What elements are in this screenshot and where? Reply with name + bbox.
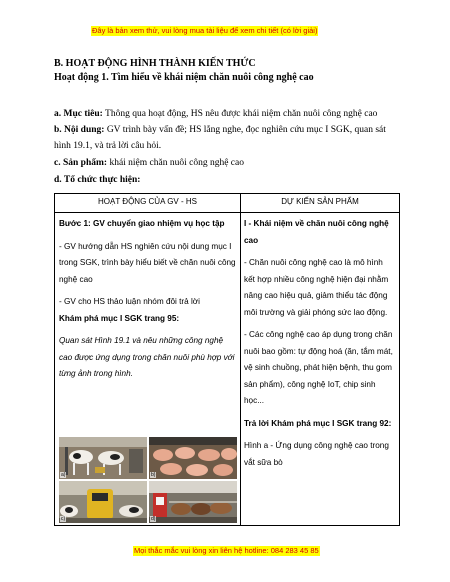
hotline-banner: Mọi thắc mắc vui lòng xin liên hệ hotline: 084 283 45 85 [134, 546, 319, 555]
answer-title: Trả lời Khám phá mục I SGK trang 92: [244, 418, 392, 428]
table-header-expected-product: DỰ KIẾN SẢN PHẨM [281, 197, 359, 206]
automated-feeder-photo [59, 481, 147, 523]
content-paragraph [54, 122, 404, 154]
teacher-student-cell [59, 216, 237, 383]
section-title: B. HOẠT ĐỘNG HÌNH THÀNH KIẾN THỨC [54, 58, 256, 69]
photo-caption-a: a) [61, 472, 66, 478]
step-1-heading: Bước 1: GV chuyển giao nhiệm vụ học tập [59, 219, 225, 228]
expected-product-cell [244, 216, 396, 471]
cattle-barn-photo [149, 481, 237, 523]
organization-label: d. Tổ chức thực hiện: [54, 175, 141, 185]
table-column-divider [240, 194, 241, 525]
photo-caption-d: d) [151, 516, 156, 522]
product-label: c. Sản phẩm: [54, 158, 108, 168]
preview-notice-banner: Đây là bản xem thử, vui lòng mua tài liệu để xem chi tiết (có lời giải) [92, 26, 318, 35]
concept-definition: - Chăn nuôi công nghệ cao là mô hình kết hợp nhiều công nghệ hiện đại nhằm nâng cao hiệu quả, giảm thiểu tác động môi trường và giải phóng sức lao động. [244, 258, 389, 317]
activity-title: Hoạt động 1. Tìm hiểu về khái niệm chăn nuôi công nghệ cao [54, 72, 314, 83]
instruction-text: - GV hướng dẫn HS nghiên cứu nội dung mục I trong SGK, trình bày hiểu biết về chăn nuôi công nghệ cao [59, 241, 236, 284]
concept-title: I - Khái niệm về chăn nuôi công nghệ cao [244, 219, 389, 245]
pig-pen-photo [149, 437, 237, 479]
objective-text: Thông qua hoạt động, HS nêu được khái niệm chăn nuôi công nghệ cao [102, 109, 378, 119]
table-header-teacher-student: HOẠT ĐỘNG CỦA GV - HS [98, 197, 197, 206]
objective-label: a. Mục tiêu: [54, 109, 103, 119]
organization-heading [54, 172, 404, 188]
objective-paragraph [54, 106, 404, 122]
photo-caption-c: c) [61, 516, 66, 522]
figure-question: Quan sát Hình 19.1 và nêu những công nghệ cao được ứng dụng trong chăn nuôi phù hợp với từng ảnh trong hình. [59, 336, 235, 378]
explore-heading: Khám phá mục I SGK trang 95: [59, 313, 180, 323]
technology-list: - Các công nghệ cao áp dụng trong chăn nuôi bao gồm: tự động hoá (ăn, tắm mát, vệ sinh chuồng, phát hiện bệnh, thu gom sản phẩm), công nghệ IoT, chip sinh học... [244, 330, 393, 405]
content-text: GV trình bày vấn đề; HS lắng nghe, đọc nghiên cứu mục I SGK, quan sát hình 19.1, và trả lời câu hỏi. [54, 125, 386, 151]
product-text: khái niệm chăn nuôi công nghệ cao [107, 158, 244, 168]
product-paragraph [54, 155, 404, 171]
activity-table [54, 193, 400, 526]
answer-text: Hình a - Ứng dụng công nghệ cao trong vắt sữa bò [244, 441, 389, 467]
photo-caption-b: b) [151, 472, 156, 478]
milking-robot-photo [59, 437, 147, 479]
content-label: b. Nội dung: [54, 125, 105, 135]
figure-19-1-photo-grid [59, 437, 237, 523]
discussion-text: - GV cho HS thảo luận nhóm đôi trả lời [59, 297, 200, 306]
